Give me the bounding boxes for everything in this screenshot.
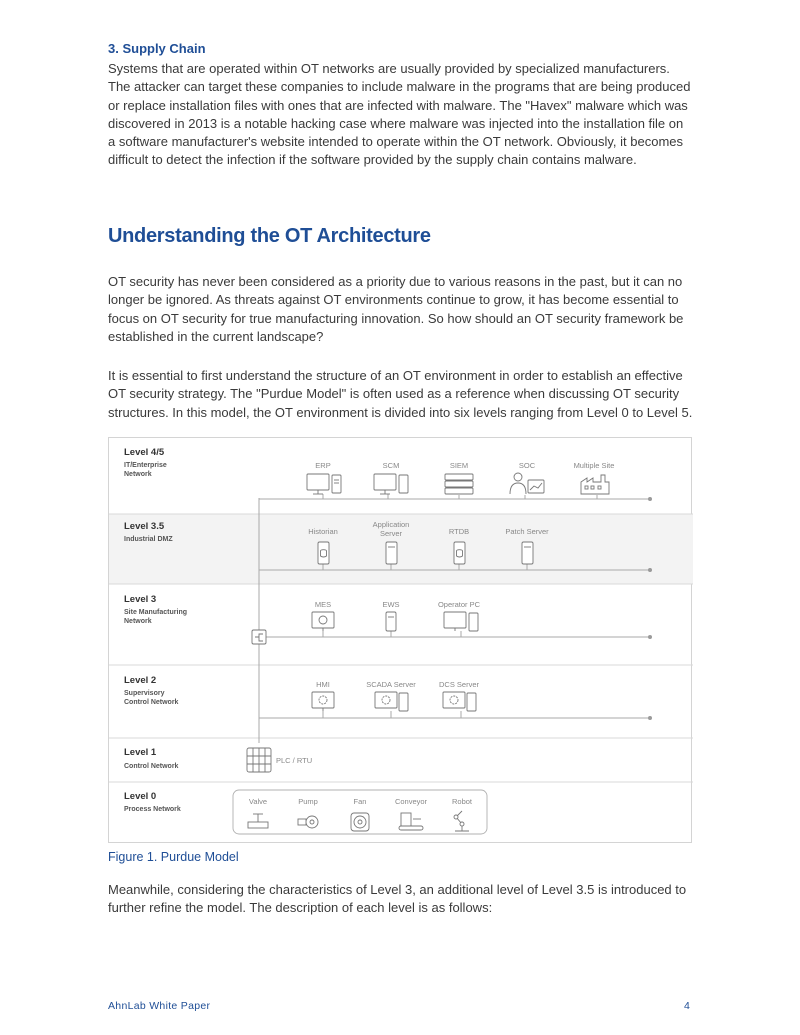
level-0-title: Level 0 [124, 791, 157, 802]
level-0-sub: Process Network [124, 806, 181, 813]
level-2-sub: Supervisory [124, 690, 165, 697]
node-operator-pc-label: Operator PC [437, 600, 481, 609]
network-switch-icon [252, 630, 266, 644]
node-robot-label: Robot [451, 797, 473, 806]
level-4-5-title: Level 4/5 [124, 447, 165, 458]
level-4-5-sub: IT/Enterprise [124, 462, 167, 469]
footer-title: AhnLab White Paper [108, 1000, 211, 1012]
database-server-icon [454, 542, 465, 564]
node-hmi-label: HMI [316, 680, 330, 689]
scada-server-icon [375, 692, 408, 711]
node-rtdb-label: RTDB [448, 527, 470, 536]
level-3-sub2: Network [124, 618, 152, 625]
computer-icon [444, 612, 478, 631]
level-2-title: Level 2 [124, 675, 157, 686]
mes-monitor-icon [312, 612, 334, 631]
purdue-model-diagram [109, 438, 693, 844]
node-fan-label: Fan [353, 797, 367, 806]
node-ews-label: EWS [382, 600, 400, 609]
node-application-server-label-2: Server [379, 529, 403, 538]
node-siem-label: SIEM [449, 461, 469, 470]
node-scm-label: SCM [382, 461, 400, 470]
node-conveyor-label: Conveyor [394, 797, 428, 806]
hmi-icon [312, 692, 334, 711]
level-3-sub: Site Manufacturing [124, 609, 188, 616]
server-rack-icon [445, 474, 473, 494]
plc-rtu-icon [247, 748, 271, 772]
purdue-paragraph: It is essential to first understand the structure of an OT environment in order to establish an effective OT security strategy. The "Purdue Model" is often used as a reference when discussing OT security structures. In this model, the OT environment is divided into six levels ranging from Level 0 to Level 5. [108, 368, 693, 420]
node-scada-server-label: SCADA Server [366, 680, 416, 689]
node-dcs-server-label: DCS Server [438, 680, 480, 689]
node-erp-label: ERP [315, 461, 331, 470]
level-1-sub: Control Network [124, 763, 179, 770]
server-icon [386, 612, 396, 631]
factory-icon [581, 475, 609, 494]
level-3-5-sub: Industrial DMZ [124, 536, 173, 543]
server-icon [522, 542, 533, 564]
endpoint-dot [648, 497, 652, 501]
node-soc-label: SOC [518, 461, 536, 470]
node-mes-label: MES [314, 600, 332, 609]
level-3-title: Level 3 [124, 594, 157, 605]
section-heading: 3. Supply Chain [108, 41, 206, 56]
computer-icon [307, 474, 341, 494]
supply-chain-paragraph: Systems that are operated within OT networks are usually provided by specialized manufacturers. The attacker can target these companies to include malware in the programs that are being produced or replace installation files with ones that are infected with malware. The "Havex" malware which was discovered in 2013 is a notable hacking case where malware was injected into the installation file on a software manufacturer's website intended to operate within the OT network. Obviously, it becomes difficult to detect the infection if the software provided by the supply chain contains malware. [108, 61, 691, 168]
closing-paragraph: Meanwhile, considering the characteristics of Level 3, an additional level of Level 3.5 is introduced to further refine the model. The description of each level is as follows: [108, 882, 687, 916]
level-4-5-sub2: Network [124, 471, 152, 478]
server-icon [386, 542, 397, 564]
operator-icon [510, 473, 544, 494]
page-heading: Understanding the OT Architecture [108, 225, 431, 247]
node-multiple-site-label: Multiple Site [573, 461, 615, 470]
node-valve-label: Valve [248, 797, 268, 806]
node-plc-rtu-label: PLC / RTU [276, 756, 313, 765]
endpoint-dot [648, 635, 652, 639]
endpoint-dot [648, 568, 652, 572]
purdue-model-figure [108, 437, 692, 843]
database-server-icon [318, 542, 329, 564]
level-3-5-title: Level 3.5 [124, 521, 165, 532]
level-2-sub2: Control Network [124, 699, 179, 706]
page-number: 4 [684, 1000, 690, 1012]
node-application-server-label: Application [372, 520, 410, 529]
figure-caption: Figure 1. Purdue Model [108, 850, 239, 864]
node-historian-label: Historian [308, 527, 338, 536]
endpoint-dot [648, 716, 652, 720]
computer-icon [374, 474, 408, 494]
level-1-title: Level 1 [124, 747, 157, 758]
node-pump-label: Pump [298, 797, 318, 806]
intro-paragraph: OT security has never been considered as a priority due to various reasons in the past, but it can no longer be ignored. As threats against OT environments continue to grow, it has become essential to focus on OT security for true manufacturing innovation. So how should an OT security framework be established in the current landscape? [108, 274, 684, 344]
fan-icon [351, 813, 369, 831]
node-patch-server-label: Patch Server [505, 527, 549, 536]
dcs-server-icon [443, 692, 476, 711]
